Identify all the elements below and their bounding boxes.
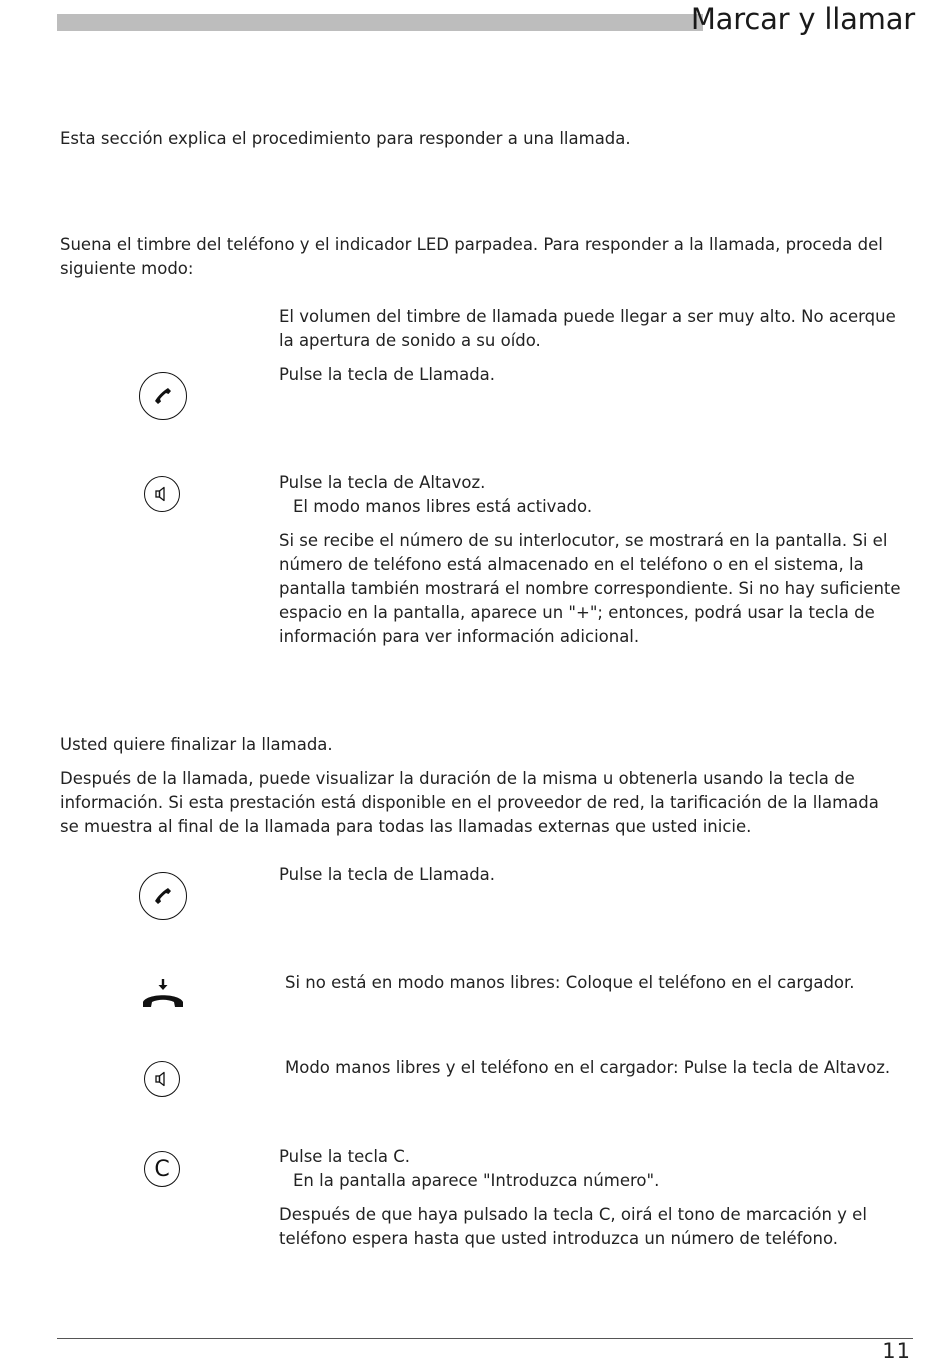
answer-info-note: Si se recibe el número de su interlocutor, se mostrará en la pantalla. Si el número de teléfono está almacenado en el teléfono o en el sistema, la pantalla también mostrará el nombre correspondiente. Si no hay suficiente espacio en la pantalla, aparece un "+"; entonces, podrá usar la tecla de información para ver información adicional. — [279, 531, 901, 646]
answer-warning: El volumen del timbre de llamada puede llegar a ser muy alto. No acerque la apertura de sonido a su oído. — [279, 307, 896, 350]
header-bar — [57, 14, 703, 31]
footer-divider — [57, 1338, 913, 1339]
phone-handset-icon — [139, 372, 187, 420]
answer-speaker-result: El modo manos libres está activado. — [293, 497, 593, 516]
end-c-note: Después de que haya pulsado la tecla C, oirá el tono de marcación y el teléfono espera hasta que usted introduzca un número de teléfono. — [279, 1205, 867, 1248]
page-number: 11 — [882, 1339, 911, 1363]
c-key-glyph: C — [154, 1156, 170, 1182]
answer-situation: Suena el timbre del teléfono y el indicador LED parpadea. Para responder a la llamada, proceda del siguiente modo: — [60, 235, 883, 278]
speaker-icon — [144, 476, 180, 512]
end-step-cradle: Si no está en modo manos libres: Coloque el teléfono en el cargador. — [285, 973, 855, 992]
end-step-speaker: Modo manos libres y el teléfono en el cargador: Pulse la tecla de Altavoz. — [285, 1058, 891, 1077]
intro-text: Esta sección explica el procedimiento para responder a una llamada. — [60, 129, 631, 148]
end-step-c-key: Pulse la tecla C. — [279, 1147, 411, 1166]
end-situation: Usted quiere finalizar la llamada. — [60, 735, 333, 754]
answer-step-speaker-key: Pulse la tecla de Altavoz. — [279, 473, 486, 492]
end-c-result: En la pantalla aparece "Introduzca número". — [293, 1171, 660, 1190]
answer-step-call-key: Pulse la tecla de Llamada. — [279, 365, 496, 384]
page-title: Marcar y llamar — [690, 2, 915, 36]
end-note: Después de la llamada, puede visualizar la duración de la misma u obtenerla usando la tecla de información. Si esta prestación está disponible en el proveedor de red, la tarificación de la llamada se muestra al final de la llamada para todas las llamadas externas que usted inicie. — [60, 769, 879, 836]
c-key-icon — [144, 1151, 180, 1187]
speaker-icon — [144, 1061, 180, 1097]
end-step-call-key: Pulse la tecla de Llamada. — [279, 865, 496, 884]
phone-handset-icon — [139, 872, 187, 920]
handset-down-cradle-icon — [139, 976, 187, 1012]
